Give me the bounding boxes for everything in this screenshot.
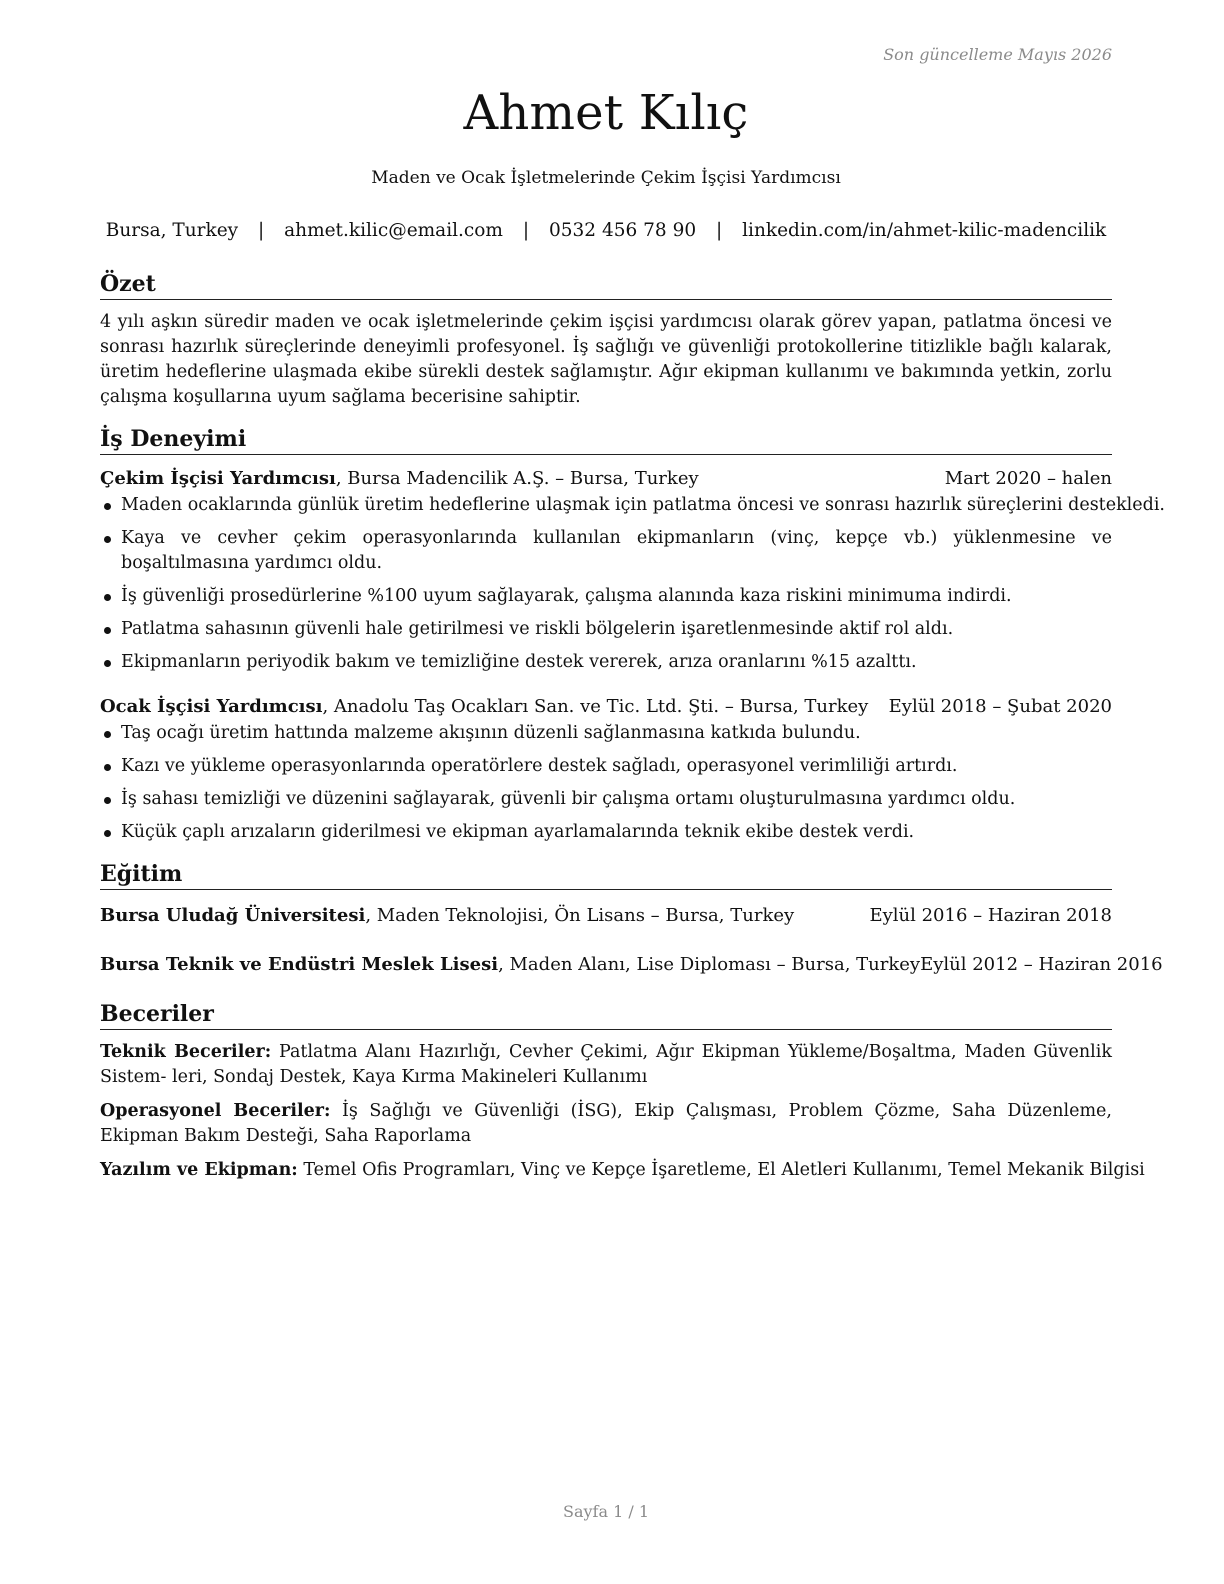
job-bullet: Kazı ve yükleme operasyonlarında operatörlere destek sağladı, operasyonel verimliliği artırdı. <box>100 754 1112 779</box>
candidate-title: Maden ve Ocak İşletmelerinde Çekim İşçisi Yardımcısı <box>371 168 841 188</box>
job-entry <box>100 693 1112 845</box>
education-school: Bursa Uludağ Üniversitesi <box>100 905 366 926</box>
job-bullet: Taş ocağı üretim hattında malzeme akışının düzenli sağlanmasına katkıda bulundu. <box>100 721 1112 746</box>
job-dates: Eylül 2018 – Şubat 2020 <box>888 696 1112 717</box>
job-org: , Bursa Madencilik A.Ş. – Bursa, Turkey <box>335 468 699 489</box>
job-org: , Anadolu Taş Ocakları San. ve Tic. Ltd. Şti. – Bursa, Turkey <box>322 696 869 717</box>
education-school-detail <box>100 951 920 979</box>
education-detail: , Maden Teknolojisi, Ön Lisans – Bursa, Turkey <box>365 905 795 926</box>
skill-group-label: Teknik Beceriler: <box>100 1042 272 1062</box>
skill-group <box>100 1158 1145 1183</box>
contact-separator: | <box>716 220 723 241</box>
job-bullet: Kaya ve cevher çekim operasyonlarında kullanılan ekipmanların (vinç, kepçe vb.) yüklenmesine ve boşaltılmasına yardımcı oldu. <box>100 526 1112 576</box>
contact-email[interactable]: ahmet.kilic@email.com <box>284 220 503 241</box>
job-header <box>100 465 1112 493</box>
education-entry <box>100 902 1112 930</box>
contact-separator: | <box>258 220 265 241</box>
education-school-detail <box>100 902 794 930</box>
job-header <box>100 693 1112 721</box>
page-number: Sayfa 1 / 1 <box>562 1502 649 1521</box>
education-detail: , Maden Alanı, Lise Diploması – Bursa, Turkey <box>498 954 921 975</box>
job-bullet: İş güvenliği prosedürlerine %100 uyum sağlayarak, çalışma alanında kaza riskini minimuma indirdi. <box>100 584 1112 609</box>
job-bullet: İş sahası temizliği ve düzenini sağlayarak, güvenli bir çalışma ortamı oluşturulmasına yardımcı oldu. <box>100 787 1112 812</box>
education-dates: Eylül 2016 – Haziran 2018 <box>869 905 1112 926</box>
job-role: Ocak İşçisi Yardımcısı <box>100 696 323 717</box>
job-entry <box>100 465 1165 675</box>
job-bullets <box>100 721 1112 845</box>
job-dates: Mart 2020 – halen <box>944 468 1112 489</box>
experience-heading: İş Deneyimi <box>100 425 1112 455</box>
skill-group-text: Patlatma Alanı Hazırlığı, Cevher Çekimi, Ağır Ekipman Yükleme/Boşaltma, Maden Güvenlik Sistem- leri, Sondaj Destek, Kaya Kırma Makineleri Kullanımı <box>100 1042 1112 1087</box>
education-section <box>100 860 1163 979</box>
job-role-org <box>100 465 699 493</box>
experience-section <box>100 425 1165 845</box>
job-bullet: Ekipmanların periyodik bakım ve temizliğine destek vererek, arıza oranlarını %15 azalttı. <box>100 650 1112 675</box>
resume-content <box>100 270 1165 1192</box>
summary-heading: Özet <box>100 270 1112 300</box>
job-role-org <box>100 693 868 721</box>
job-role: Çekim İşçisi Yardımcısı <box>100 468 336 489</box>
skill-group-label: Operasyonel Beceriler: <box>100 1101 331 1121</box>
job-bullet: Küçük çaplı arızaların giderilmesi ve ekipman ayarlamalarında teknik ekibe destek verdi. <box>100 820 1112 845</box>
education-heading: Eğitim <box>100 860 1112 890</box>
skill-group-label: Yazılım ve Ekipman: <box>100 1160 298 1180</box>
skills-section <box>100 1000 1145 1183</box>
contact-separator: | <box>522 220 530 241</box>
summary-text: 4 yılı aşkın süredir maden ve ocak işletmelerinde çekim işçisi yardımcısı olarak görev yapan, patlatma öncesi ve sonrası hazırlık süreçlerinde deneyimli profesyonel. İş sağlığı ve güvenliği protokollerine titizlikle bağlı kalarak, üretim hedeflerine ulaşmada ekibe sürekli destek sağlamıştır. Ağır ekipman kullanımı ve bakımında yetkin, zorlu çalışma koşullarına uyum sağlama becerisine sahiptir. <box>100 312 1112 407</box>
job-bullet: Maden ocaklarında günlük üretim hedeflerine ulaşmak için patlatma öncesi ve sonrası hazırlık süreçlerini destekledi. <box>100 493 1112 518</box>
job-bullet: Patlatma sahasının güvenli hale getirilmesi ve riskli bölgelerin işaretlenmesinde aktif rol aldı. <box>100 617 1112 642</box>
summary-section <box>100 270 1112 410</box>
skill-group <box>100 1040 1112 1090</box>
skill-group-text: Temel Ofis Programları, Vinç ve Kepçe İşaretleme, El Aletleri Kullanımı, Temel Mekanik Bilgisi <box>297 1160 1145 1180</box>
skill-group <box>100 1099 1112 1149</box>
last-updated: Son güncelleme Mayıs 2026 <box>883 45 1112 64</box>
resume-page <box>100 0 1165 1584</box>
skill-group-text: İş Sağlığı ve Güvenliği (İSG), Ekip Çalışması, Problem Çözme, Saha Düzenleme, Ekipman Bakım Desteği, Saha Raporlama <box>100 1101 1112 1146</box>
education-dates: Eylül 2012 – Haziran 2016 <box>920 954 1163 975</box>
skills-heading: Beceriler <box>100 1000 1112 1030</box>
contact-linkedin[interactable]: linkedin.com/in/ahmet-kilic-madencilik <box>742 220 1107 241</box>
contact-line <box>100 220 1112 241</box>
education-entry <box>100 951 1163 979</box>
contact-location: Bursa, Turkey <box>105 220 239 241</box>
education-list <box>100 902 1163 979</box>
contact-phone: 0532 456 78 90 <box>549 220 697 241</box>
candidate-name: Ahmet Kılıç <box>463 85 749 141</box>
education-school: Bursa Teknik ve Endüstri Meslek Lisesi <box>100 954 499 975</box>
job-bullets <box>100 493 1165 675</box>
